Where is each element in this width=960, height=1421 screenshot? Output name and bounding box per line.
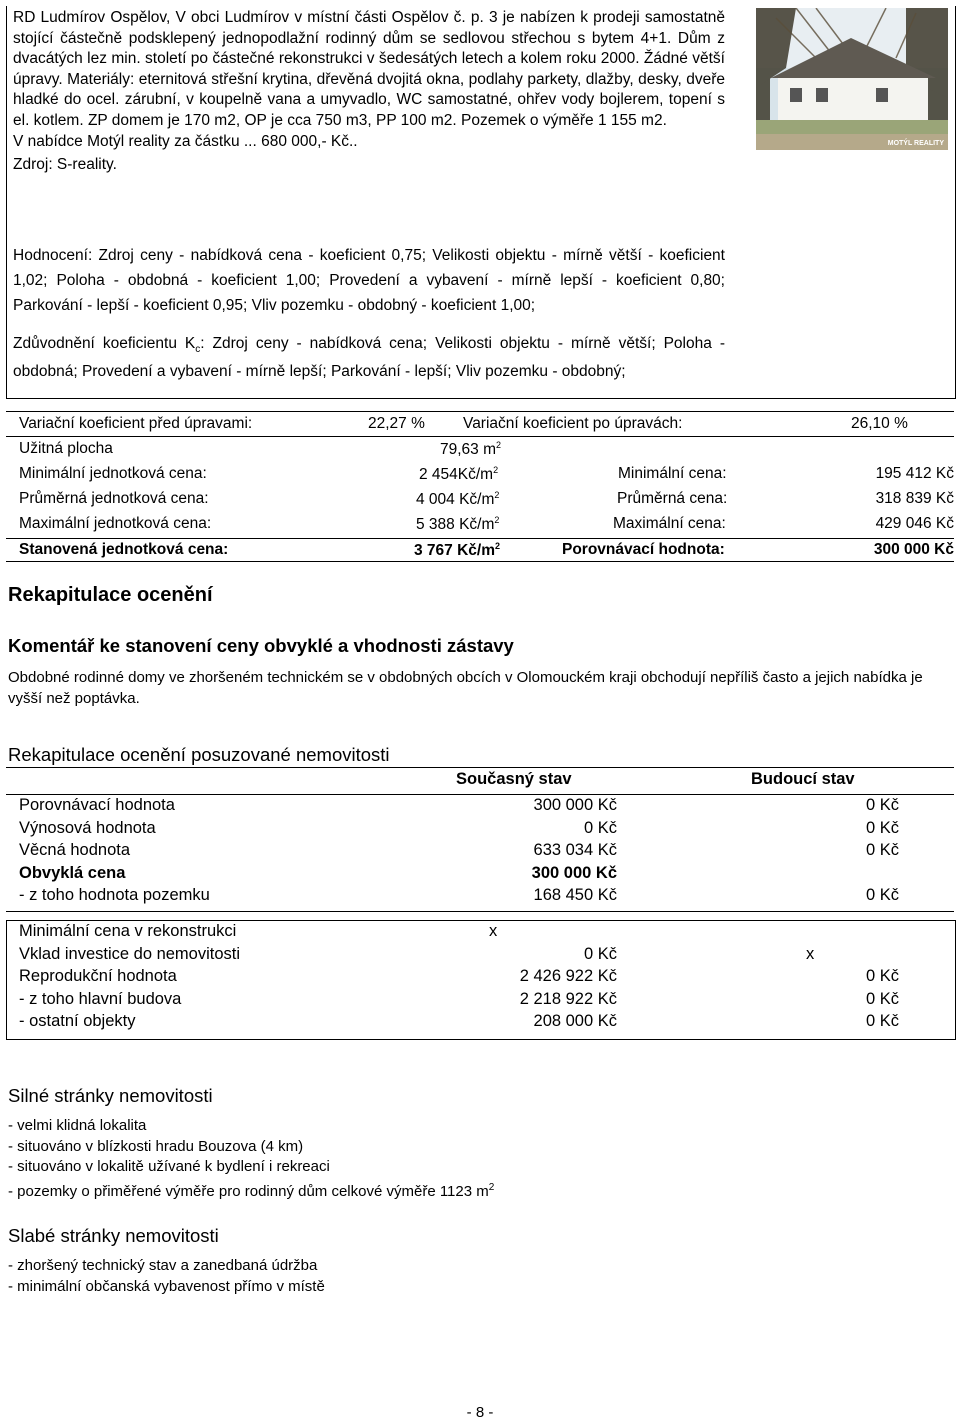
col-current-header: Současný stav [456,770,572,788]
min-unit-value: 2 $454Kč/m^2$ [419,465,499,484]
list-item: - minimální občanská vybavenost přímo v místě [8,1277,325,1295]
house-photo-illustration [756,8,948,150]
row-label: - z toho hlavní budova [19,989,182,1008]
comment-heading: Komentář ke stanovení ceny obvyklé a vhodnosti zástavy [8,635,514,656]
comparable-photo [756,8,948,150]
max-value: 429 046 Kč [875,515,954,532]
row-current-value: 300 000 Kč [533,796,617,814]
list-item: - zhoršený technický stav a zanedbaná údržba [8,1257,318,1274]
col-future-header: Budoucí stav [751,770,855,788]
set-unit-label: Stanovená jednotková cena: [19,541,229,558]
row-label: Obvyklá cena [19,863,126,882]
recap-heading-rule [6,767,954,768]
avg-value: 318 839 Kč [875,490,954,507]
comparable-text: RD Ludmírov Ospělov, V obci Ludmírov v místní části Ospělov č. p. 3 je nabízen k prodeji samostatně stojící částečně podsklepený jednopodlažní rodinný dům se sedlovou střechou s bytem 4+1. Dům z dvacátých lez min. století po částečné rekonstrukci v šedesátých letech a kolem roku 2000. Žádné větší úpravy. Materiály: eternitová střešní krytina, dřevěná dvojitá okna, podlahy parkety, dlažby, desky, dveře hladké do ocel. zárubní, v koupelně vana a umyvadlo, WC samostatné, ohřev vody bojlerem, topení s el. kotlem. ZP domem je 170 m2, OP je cca 750 m3, PP 100 m2. Pozemek o výměře 1 155 m2. [13,9,725,129]
list-item: - pozemky o přiměřené výměře pro rodinný dům celkové výměře 1123 $m^2$ [8,1181,495,1200]
max-unit-value: 5 388 $Kč/m^2$ [416,515,500,534]
row-future-value: 0 Kč [865,967,899,986]
comparable-description [13,8,725,175]
comment-text: Obdobné rodinné domy ve zhoršeném technickém se v obdobných obcích v Olomouckém kraji obchodují nepříliš často a jejich nabídka je vyšší než poptávka. [8,669,923,707]
row-future-value: 0 Kč [865,818,899,837]
row-current-value: 300 000 Kč [531,863,617,882]
row-label: Porovnávací hodnota [19,796,175,814]
list-item: - velmi klidná lokalita [8,1117,147,1134]
list-item: - situováno v lokalitě užívané k bydlení i rekreaci [8,1158,330,1175]
set-price-row [6,538,954,562]
area-label: Užitná plocha [19,440,113,457]
variation-after-label: Variační koeficient po úpravách: [463,415,683,432]
cmp-label: Porovnávací hodnota: [562,541,725,558]
strengths-list [8,1116,494,1202]
avg-unit-value: 4 004 $Kč/m^2$ [416,490,500,509]
recap-mid-rule [6,911,954,912]
variation-before-label: Variační koeficient před úpravami: [19,415,253,432]
photo-watermark: MOTÝL REALITY [887,140,944,147]
recap-table-heading: Rekapitulace ocenění posuzované nemovitosti [8,744,390,765]
comparable-offer: V nabídce Motýl reality za částku ... 680 000,- Kč.. [13,133,358,150]
min-unit-label: Minimální jednotková cena: [19,465,207,482]
justification-prefix: Zdůvodnění koeficientu K [13,335,196,352]
set-unit-value: 3 767 $Kč/m^2$ [414,541,501,560]
row-future-value: 0 Kč [865,796,899,814]
row-future-value: 0 Kč [865,1012,899,1031]
weaknesses-list [8,1256,325,1297]
variation-before-value: 22,27 % [368,415,425,432]
avg-unit-label: Průměrná jednotková cena: [19,490,209,507]
min-value: 195 412 Kč [875,465,954,482]
row-future-value: 0 Kč [865,989,899,1008]
strengths-heading: Silné stránky nemovitosti [8,1085,213,1106]
page-number: - 8 - [466,1404,494,1421]
avg-label: Průměrná cena: [617,490,728,507]
max-unit-label: Maximální jednotková cena: [19,515,212,532]
row-current-value: x [489,922,498,940]
justification-rest: : Zdroj ceny - nabídková cena; Velikosti objektu - mírně větší; Poloha - obdobná; Provedení a vybavení - mírně lepší; Parkování - lepší; Vliv pozemku - obdobný; [13,335,725,381]
row-future-value: x [806,944,815,963]
row-label: Výnosová hodnota [19,818,156,837]
area-value: 79,63 $m^2$ [440,440,502,459]
row-label: - ostatní objekty [19,1012,136,1031]
row-current-value: 2 218 922 Kč [519,989,617,1008]
variation-after-value: 26,10 % [851,415,908,432]
row-current-value: 2 426 922 Kč [519,967,617,986]
row-current-value: 0 Kč [583,818,617,837]
weaknesses-heading: Slabé stránky nemovitosti [8,1225,219,1246]
row-label: - z toho hodnota pozemku [19,886,210,905]
row-label: Minimální cena v rekonstrukci [19,922,237,940]
row-current-value: 168 450 Kč [533,886,617,905]
evaluation-text: Hodnocení: Zdroj ceny - nabídková cena - koeficient 0,75; Velikosti objektu - mírně větší - koeficient 1,02; Poloha - obdobná - koeficient 1,00; Provedení a vybavení - mírně lepší - koeficient 0,80; Parkování - lepší - koeficient 0,95; Vliv pozemku - obdobný - koeficient 1,00; [13,247,725,314]
max-label: Maximální cena: [613,515,726,532]
row-current-value: 0 Kč [583,944,617,963]
row-future-value: 0 Kč [865,886,899,905]
justification-subscript: c [195,344,201,356]
row-future-value: 0 Kč [865,841,899,860]
row-current-value: 633 034 Kč [533,841,617,860]
row-label: Věcná hodnota [19,841,131,860]
list-item: - situováno v blízkosti hradu Bouzova (4 km) [8,1137,304,1155]
recap-header-rule [6,794,954,795]
variation-row [6,411,954,437]
row-current-value: 208 000 Kč [533,1012,617,1031]
row-label: Vklad investice do nemovitosti [19,944,241,963]
min-label: Minimální cena: [618,465,727,482]
comparable-source: Zdroj: S-reality. [13,155,117,173]
cmp-value: 300 000 Kč [873,541,954,558]
stats-block [0,440,960,560]
recap-heading: Rekapitulace ocenění [8,584,213,606]
justification-text [13,333,725,383]
row-label: Reprodukční hodnota [19,967,177,986]
